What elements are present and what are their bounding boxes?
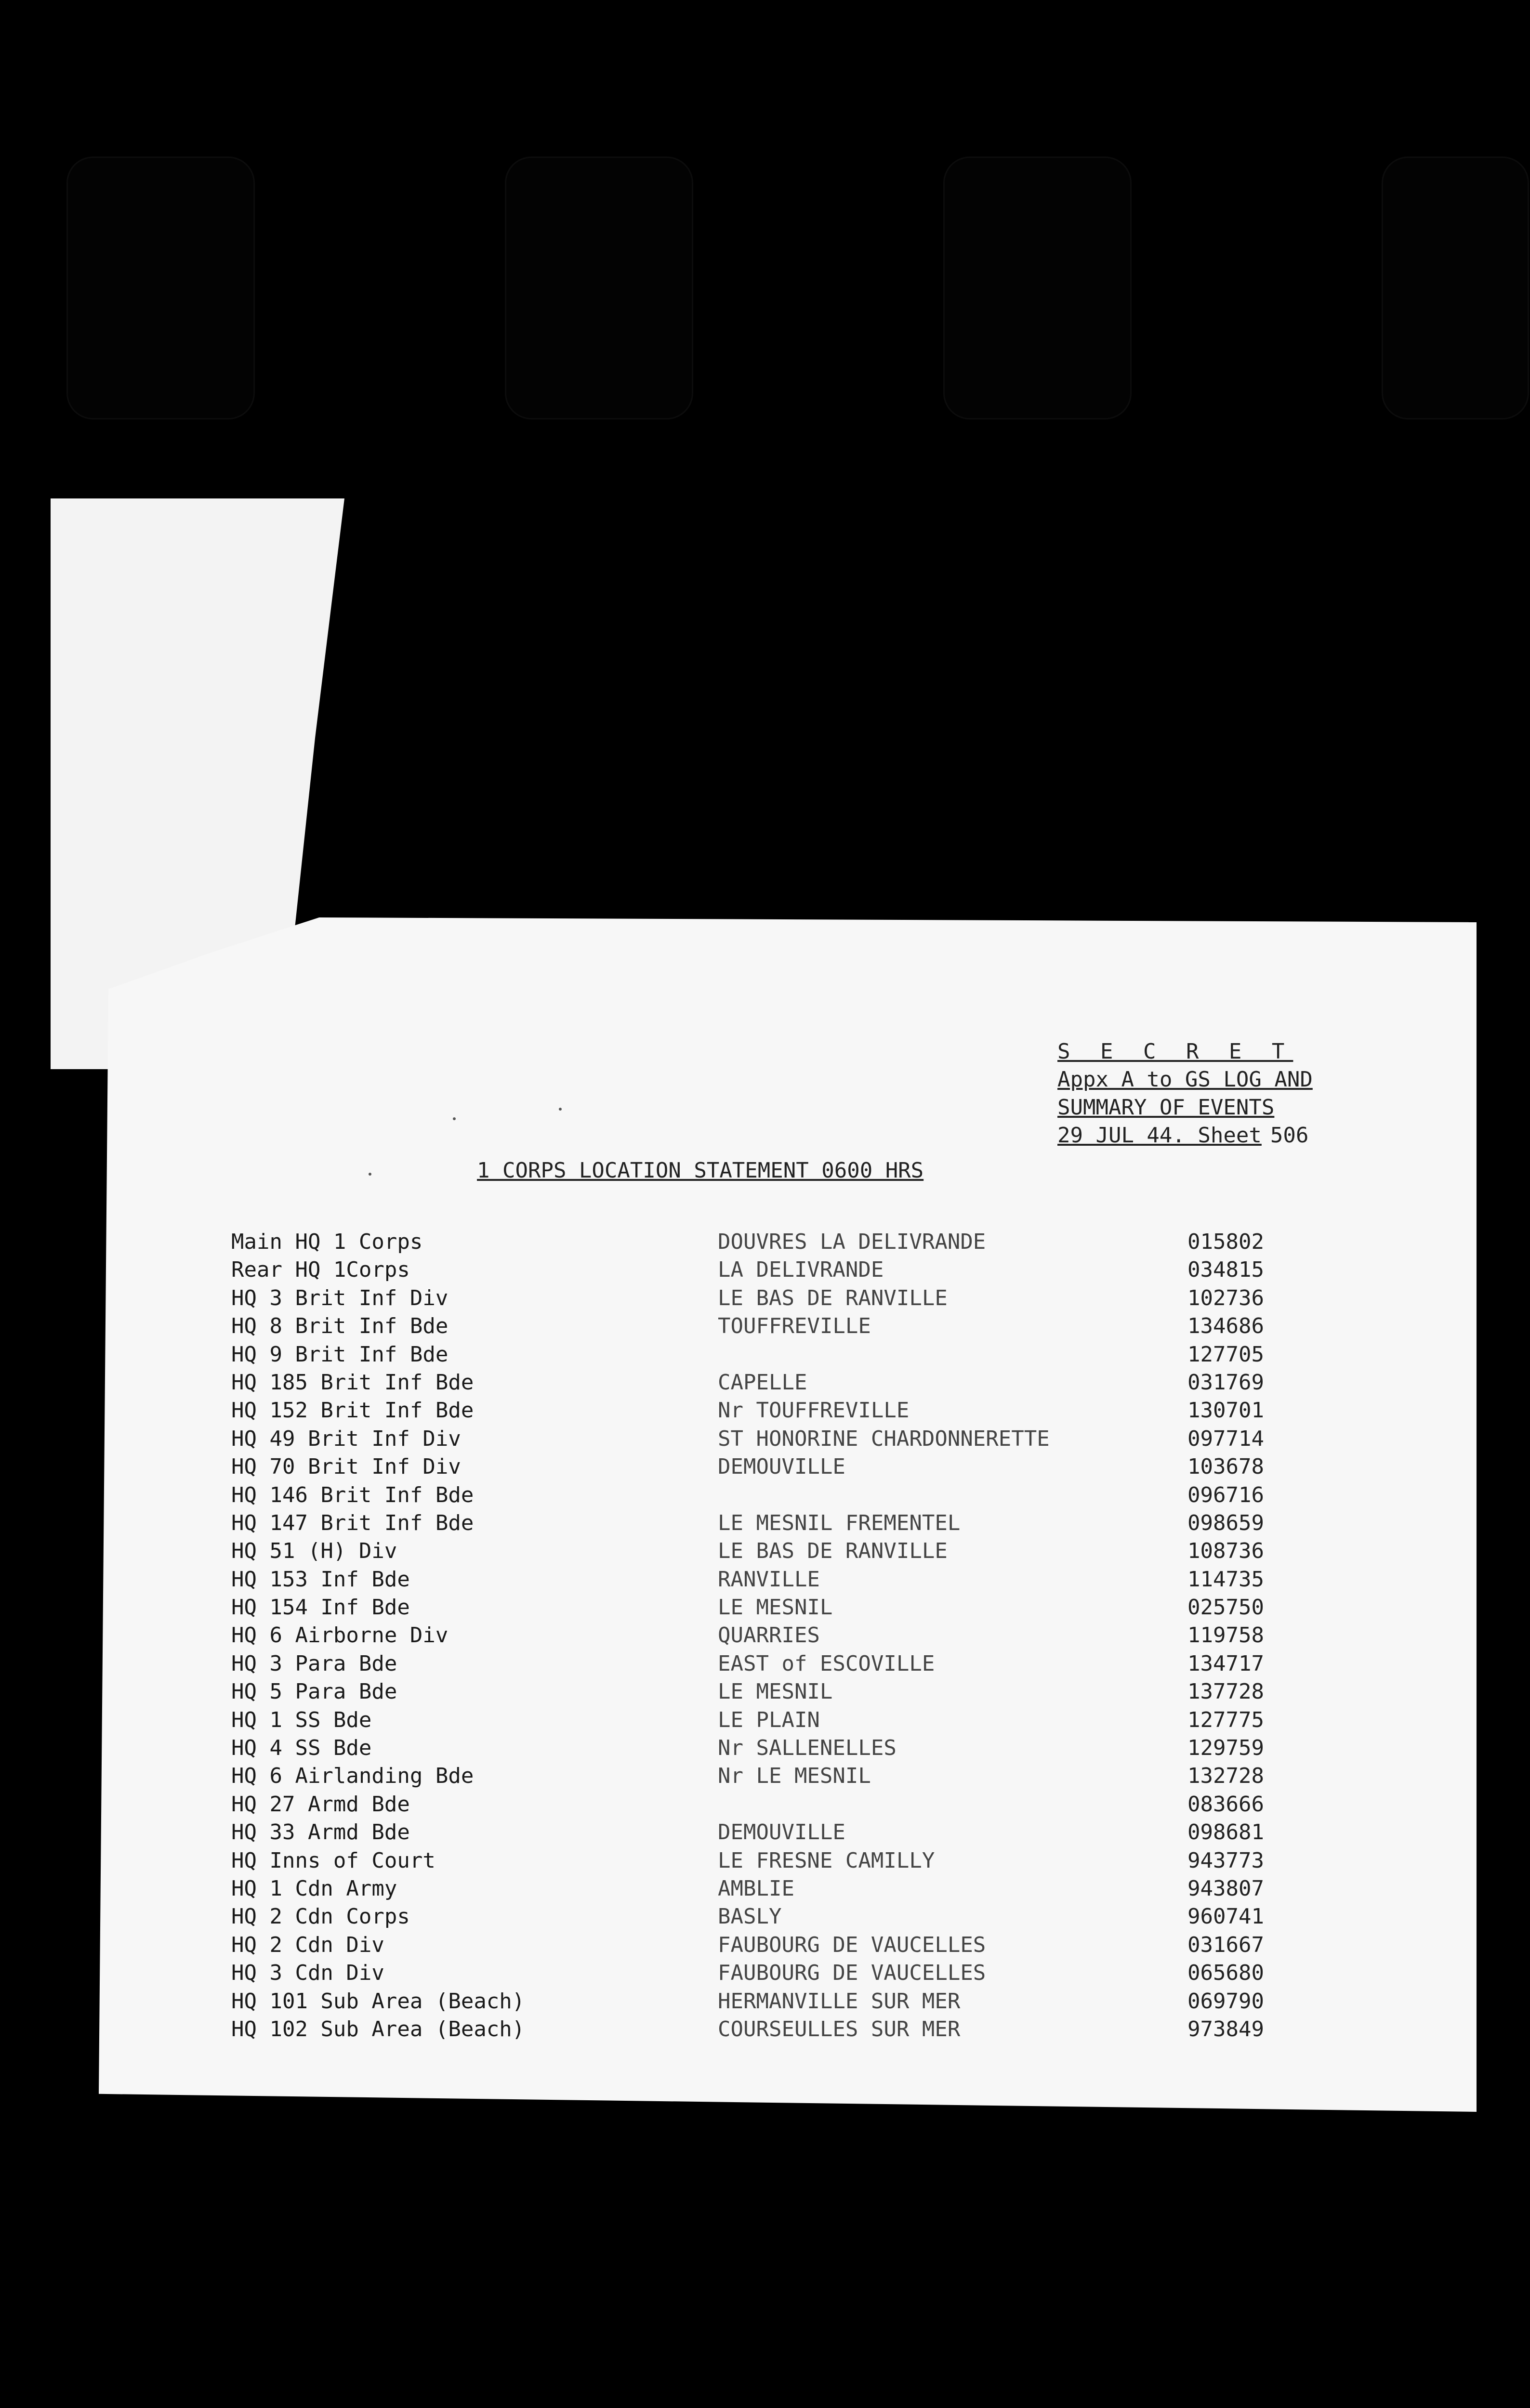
unit-cell: HQ 1 Cdn Army [231,1876,397,1901]
unit-cell: HQ 1 SS Bde [231,1707,372,1732]
location-cell: HERMANVILLE SUR MER [718,1989,961,2014]
unit-cell: HQ 3 Brit Inf Div [231,1285,448,1310]
map-ref-cell: 096716 [1187,1482,1264,1507]
table-row [231,1959,1339,1987]
table-row [231,1397,1339,1425]
map-ref-cell: 134717 [1187,1651,1264,1676]
ink-speck [369,1173,371,1176]
table-row [231,1284,1339,1312]
table-row [231,1341,1339,1369]
location-cell: LE MESNIL [718,1595,833,1620]
table-row [231,1706,1339,1734]
location-cell: COURSEULLES SUR MER [718,2016,961,2042]
table-row [231,1509,1339,1537]
location-cell: EAST of ESCOVILLE [718,1651,935,1676]
map-ref-cell: 943773 [1187,1848,1264,1873]
table-row [231,1762,1339,1790]
location-cell: Nr LE MESNIL [718,1764,871,1789]
map-ref-cell: 129759 [1187,1736,1264,1761]
location-cell: LE MESNIL [718,1679,833,1704]
map-ref-cell: 973849 [1187,2016,1264,2042]
map-ref-cell: 114735 [1187,1567,1264,1592]
table-row [231,1228,1339,1256]
film-frame [1382,157,1529,419]
map-ref-cell: 097714 [1187,1426,1264,1451]
location-cell: Nr SALLENELLES [718,1736,897,1761]
table-row [231,1256,1339,1284]
unit-cell: HQ 8 Brit Inf Bde [231,1314,448,1339]
location-cell: LE BAS DE RANVILLE [718,1539,948,1564]
unit-cell: HQ 6 Airborne Div [231,1623,448,1648]
unit-cell: HQ 51 (H) Div [231,1539,397,1564]
statement-title: 1 CORPS LOCATION STATEMENT 0600 HRS [477,1158,924,1183]
map-ref-cell: 098659 [1187,1510,1264,1535]
annex-reference: Appx A to GS LOG AND [1057,1067,1313,1092]
map-ref-cell: 098681 [1187,1820,1264,1845]
location-cell: ST HONORINE CHARDONNERETTE [718,1426,1050,1451]
map-ref-cell: 127775 [1187,1707,1264,1732]
ink-speck [453,1117,456,1120]
map-ref-cell: 031667 [1187,1932,1264,1957]
map-ref-cell: 065680 [1187,1961,1264,1986]
unit-cell: HQ 3 Para Bde [231,1651,397,1676]
table-row [231,1678,1339,1706]
location-cell: LE BAS DE RANVILLE [718,1285,948,1310]
table-row [231,1453,1339,1481]
table-row [231,1425,1339,1453]
map-ref-cell: 102736 [1187,1285,1264,1310]
unit-cell: Rear HQ 1Corps [231,1257,410,1283]
table-row [231,1594,1339,1622]
map-ref-cell: 015802 [1187,1230,1264,1254]
unit-cell: HQ 102 Sub Area (Beach) [231,2016,525,2042]
unit-cell: HQ 2 Cdn Div [231,1932,384,1957]
location-cell: FAUBOURG DE VAUCELLES [718,1932,986,1957]
location-cell: DEMOUVILLE [718,1454,845,1479]
ink-speck [559,1108,562,1111]
table-row [231,1566,1339,1594]
unit-cell: HQ 5 Para Bde [231,1679,397,1704]
summary-reference: SUMMARY OF EVENTS [1057,1095,1275,1120]
table-row [231,1988,1339,2015]
unit-cell: HQ Inns of Court [231,1848,435,1873]
map-ref-cell: 083666 [1187,1792,1264,1817]
map-ref-cell: 960741 [1187,1904,1264,1929]
map-ref-cell: 134686 [1187,1314,1264,1339]
date-text: 29 JUL 44. Sheet [1057,1123,1262,1148]
location-cell: TOUFFREVILLE [718,1314,871,1339]
map-ref-cell: 137728 [1187,1679,1264,1704]
film-frame [66,157,255,419]
location-cell: LE PLAIN [718,1707,820,1732]
table-row [231,1819,1339,1846]
unit-cell: HQ 27 Armd Bde [231,1792,410,1817]
location-cell: LE MESNIL FREMENTEL [718,1510,961,1535]
table-row [231,1622,1339,1649]
table-row [231,1931,1339,1959]
classification-marking: S E C R E T [1057,1039,1293,1064]
unit-cell: HQ 4 SS Bde [231,1736,372,1761]
table-row [231,1875,1339,1903]
map-ref-cell: 034815 [1187,1257,1264,1283]
unit-cell: HQ 33 Armd Bde [231,1820,410,1845]
unit-cell: HQ 153 Inf Bde [231,1567,410,1592]
location-cell: RANVILLE [718,1567,820,1592]
table-row [231,1369,1339,1397]
location-cell: QUARRIES [718,1623,820,1648]
table-row [231,1791,1339,1819]
location-cell: DOUVRES LA DELIVRANDE [718,1230,986,1254]
location-cell: AMBLIE [718,1876,794,1901]
unit-cell: HQ 49 Brit Inf Div [231,1426,461,1451]
unit-cell: HQ 154 Inf Bde [231,1595,410,1620]
table-row [231,1481,1339,1509]
table-row [231,1847,1339,1875]
map-ref-cell: 108736 [1187,1539,1264,1564]
location-cell: LE FRESNE CAMILLY [718,1848,935,1873]
film-frame [505,157,693,419]
unit-cell: HQ 147 Brit Inf Bde [231,1510,474,1535]
map-ref-cell: 069790 [1187,1989,1264,2014]
map-ref-cell: 031769 [1187,1370,1264,1395]
map-ref-cell: 103678 [1187,1454,1264,1479]
location-cell: LA DELIVRANDE [718,1257,884,1283]
table-row [231,2015,1339,2043]
unit-cell: HQ 185 Brit Inf Bde [231,1370,474,1395]
film-frame [943,157,1132,419]
location-cell: CAPELLE [718,1370,807,1395]
location-cell: BASLY [718,1904,782,1929]
unit-cell: HQ 146 Brit Inf Bde [231,1482,474,1507]
map-ref-cell: 943807 [1187,1876,1264,1901]
location-cell: Nr TOUFFREVILLE [718,1398,910,1423]
location-cell: DEMOUVILLE [718,1820,845,1845]
table-row [231,1650,1339,1678]
location-table [231,1228,1339,2043]
unit-cell: HQ 152 Brit Inf Bde [231,1398,474,1423]
table-row [231,1734,1339,1762]
unit-cell: HQ 70 Brit Inf Div [231,1454,461,1479]
table-row [231,1312,1339,1340]
unit-cell: Main HQ 1 Corps [231,1230,423,1254]
table-row [231,1537,1339,1565]
date-sheet-line [1057,1122,1366,1150]
sheet-number: 506 [1270,1123,1309,1148]
location-cell: FAUBOURG DE VAUCELLES [718,1961,986,1986]
unit-cell: HQ 6 Airlanding Bde [231,1764,474,1789]
document-header [1057,1038,1366,1150]
map-ref-cell: 132728 [1187,1764,1264,1789]
map-ref-cell: 119758 [1187,1623,1264,1648]
map-ref-cell: 130701 [1187,1398,1264,1423]
unit-cell: HQ 9 Brit Inf Bde [231,1342,448,1367]
unit-cell: HQ 101 Sub Area (Beach) [231,1989,525,2014]
map-ref-cell: 025750 [1187,1595,1264,1620]
unit-cell: HQ 2 Cdn Corps [231,1904,410,1929]
table-row [231,1903,1339,1931]
unit-cell: HQ 3 Cdn Div [231,1961,384,1986]
map-ref-cell: 127705 [1187,1342,1264,1367]
